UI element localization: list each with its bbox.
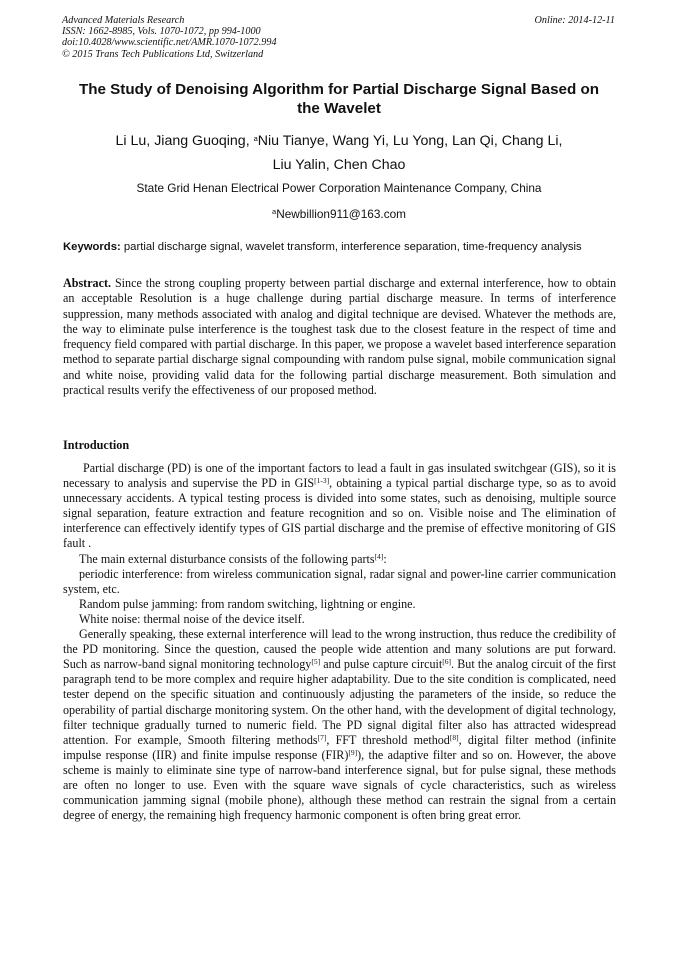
authors (60, 129, 618, 177)
citation: [7] (317, 732, 327, 742)
journal-name: Advanced Materials Research (62, 15, 185, 26)
keywords-label: Keywords: (63, 241, 121, 253)
abstract-text: Since the strong coupling property between partial discharge and external interference, how to obtain an acceptable Resolution is a huge challenge during partial discharge measure. In terms of interference suppression, many methods associated with analog and digital technique are devised. Whatever the methods are, the way to eliminate pulse interference is the toughest task due to the closest feature in the respect of time and frequency field compared with partial discharge. In this paper, we propose a wavelet based interference separation method to separate partial discharge signal compounding with random pulse signal, mobile communication signal and white noise, providing valid data for the following partial discharge measurement. Both simulation and practical results verify the effectiveness of our proposed method. (63, 276, 616, 398)
paragraph (63, 627, 616, 823)
paper-title (60, 80, 618, 118)
text-run: , FFT threshold method (326, 732, 450, 747)
paragraph: White noise: thermal noise of the device itself. (79, 611, 305, 626)
citation: [5] (311, 657, 321, 667)
abstract-label: Abstract. (63, 276, 112, 290)
citation: [9] (348, 747, 358, 757)
introduction-body (63, 461, 616, 823)
authors-line-2: Liu Yalin, Chen Chao (272, 157, 406, 173)
text-run: , digital filter method (infinite impulse response (IIR) and finite impulse response (FIR) (63, 732, 616, 762)
text-run: ), the adaptive filter and so on. However, the above scheme is mainly to eliminate sine type of narrow-band interference signal, but for pulse signal, these methods are often no longer to use. Even with the square wave signals of cycle characteristics, such as wireless communication jamming signal (mobile phone), although these method can restrain the signal from a certain degree of energy, the remaining high frequency harmonic component is often bring great error. (63, 747, 617, 823)
doi: doi:10.4028/www.scientific.net/AMR.1070-1072.994 (62, 37, 277, 49)
paragraph: periodic interference: from wireless communication signal, radar signal and power-line carrier communication system, etc. (63, 566, 616, 596)
issn: ISSN: 1662-8985, Vols. 1070-1072, pp 994-1000 (62, 26, 261, 38)
text-run: : (383, 551, 387, 566)
title-line-1: The Study of Denoising Algorithm for Partial Discharge Signal Based on (78, 81, 600, 98)
paragraph: Random pulse jamming: from random switching, lightning or engine. (79, 596, 416, 611)
citation: [1-3] (314, 476, 330, 486)
online-date: Online: 2014-12-11 (534, 15, 615, 26)
section-heading-introduction: Introduction (63, 438, 130, 452)
authors-part-a: Li Lu, Jiang Guoqing, (115, 133, 254, 149)
email (60, 205, 618, 221)
keywords (63, 240, 615, 254)
author-affil-mark: a (253, 134, 258, 143)
citation: [8] (449, 732, 459, 742)
text-run: Partial discharge (PD) is one of the important factors to lead a fault in gas insulated switchgear (GIS), so it is necessary to analysis and supervise the PD in GIS (63, 461, 616, 491)
text-run: . But the analog circuit of the first paragraph tend to be more complex and require higher adaptability. Due to the site condition is complicated, need tester depend on the specific situation and continuously adjusting the parameters of the inside, so reduce the operability of partial discharge monitoring system. On the other hand, with the development of digital technology, filter technique gradually turned to numeric field. The PD signal digital filter also has attracted widespread attention. For example, Smooth filtering methods (63, 657, 616, 747)
authors-line-1 (60, 129, 618, 153)
citation: [6] (442, 657, 452, 667)
journal-meta (62, 15, 277, 60)
text-run: The main external disturbance consists of the following parts (79, 551, 375, 566)
text-run: and pulse capture circuit (320, 657, 443, 672)
paragraph (63, 552, 616, 567)
copyright: © 2015 Trans Tech Publications Ltd, Switzerland (62, 48, 264, 60)
email-mark: a (272, 207, 277, 216)
paragraph (63, 461, 616, 552)
affiliation: State Grid Henan Electrical Power Corporation Maintenance Company, China (136, 181, 542, 195)
authors-part-b: Niu Tianye, Wang Yi, Lu Yong, Lan Qi, Chang Li, (257, 133, 563, 149)
text-run: Generally speaking, these external interference will lead to the wrong instruction, thus reduce the credibility of the PD monitoring. Since the question, caused the people wide attention and many solutions are put forward. Such as narrow-band signal monitoring technology (63, 627, 616, 672)
citation: [4] (374, 551, 384, 561)
text-run: , obtaining a typical partial discharge type, so as to avoid unnecessary accidents. A typical testing process is divided into some states, such as denoising, multiple source signal separation, feature extraction and feature recognition and so on. Visible noise and The elimination of interference can effectively identify types of GIS partial discharge and the premise of effective monitoring of GIS fault . (63, 476, 616, 551)
email-address: Newbillion911@163.com (276, 207, 406, 221)
keywords-text: partial discharge signal, wavelet transform, interference separation, time-frequency analysis (120, 241, 582, 253)
title-line-2: the Wavelet (297, 100, 381, 117)
abstract (63, 276, 616, 398)
